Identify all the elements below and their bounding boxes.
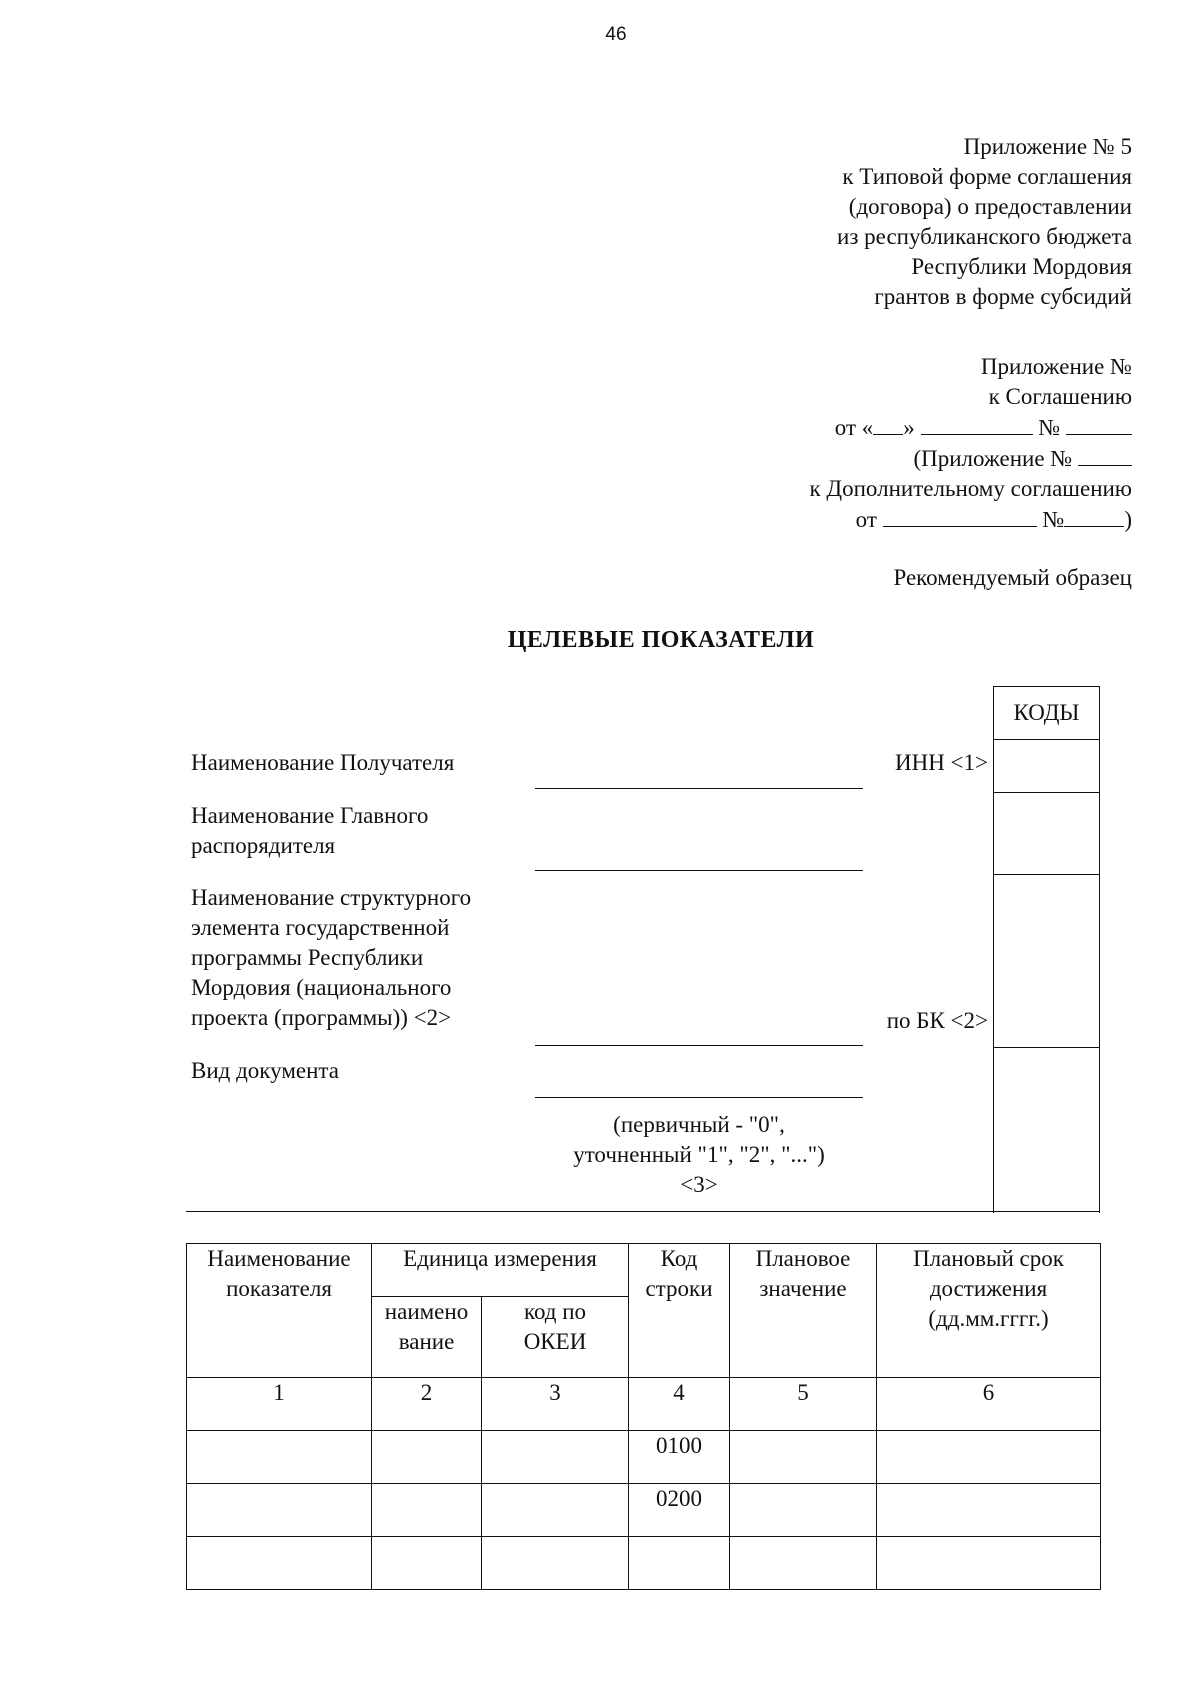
planned-date-cell[interactable] [877, 1431, 1101, 1484]
document-type-label: Вид документа [191, 1058, 339, 1083]
okei-code-cell[interactable] [482, 1431, 629, 1484]
appendix-line: Республики Мордовия [911, 254, 1132, 279]
document-type-field[interactable] [535, 1097, 863, 1098]
agreement-appendix-line: Приложение № [980, 354, 1132, 379]
table-row [187, 1537, 1101, 1590]
chief-manager-code-cell[interactable] [994, 793, 1099, 875]
appendix-header [837, 132, 1132, 312]
recipient-label: Наименование Получателя [191, 750, 455, 775]
supplementary-agreement-line: к Дополнительному соглашению [809, 476, 1132, 501]
indicators-table [186, 1243, 1101, 1590]
structural-element-field[interactable] [535, 1045, 863, 1046]
form-bottom-rule [186, 1211, 1100, 1212]
column-number: 5 [730, 1378, 877, 1431]
header-unit-name: наимено вание [372, 1297, 482, 1378]
inn-code-cell[interactable] [994, 740, 1099, 793]
day-field[interactable] [873, 412, 903, 435]
bk-label: по БК <2> [886, 1008, 988, 1033]
row-code-cell: 0100 [629, 1431, 730, 1484]
inn-label: ИНН <1> [894, 750, 988, 775]
header-row-code: Код строки [629, 1244, 730, 1378]
appendix-line: Приложение № 5 [963, 134, 1132, 159]
codes-column [993, 686, 1100, 1213]
chief-manager-label: Наименование Главного распорядителя [191, 803, 429, 858]
column-numbers-row [187, 1378, 1101, 1431]
column-number: 1 [187, 1378, 372, 1431]
planned-date-cell[interactable] [877, 1537, 1101, 1590]
supplementary-date-line: от № ) [810, 504, 1133, 535]
planned-value-cell[interactable] [730, 1431, 877, 1484]
appendix-line: из республиканского бюджета [837, 224, 1132, 249]
supplementary-date-field[interactable] [883, 504, 1037, 527]
chief-manager-field[interactable] [535, 870, 863, 871]
recipient-field[interactable] [535, 788, 863, 789]
unit-name-cell[interactable] [372, 1431, 482, 1484]
document-type-note: (первичный - "0", уточненный "1", "2", "...") <3> [573, 1112, 825, 1197]
unit-name-cell[interactable] [372, 1537, 482, 1590]
header-okei-code: код по ОКЕИ [482, 1297, 629, 1378]
bk-code-cell[interactable] [994, 875, 1099, 1048]
indicator-name-cell[interactable] [187, 1431, 372, 1484]
column-number: 4 [629, 1378, 730, 1431]
row-code-cell [629, 1537, 730, 1590]
supplementary-appendix-line: (Приложение № [810, 443, 1133, 474]
header-planned-value: Плановое значение [730, 1244, 877, 1378]
recommended-sample: Рекомендуемый образец [893, 565, 1132, 590]
appendix-line: грантов в форме субсидий [874, 284, 1132, 309]
planned-date-cell[interactable] [877, 1484, 1101, 1537]
agreement-date-line: от « » № [810, 412, 1133, 443]
header-unit: Единица измерения [372, 1244, 629, 1297]
date-field[interactable] [921, 412, 1033, 435]
codes-header: КОДЫ [994, 687, 1099, 740]
indicator-name-cell[interactable] [187, 1484, 372, 1537]
table-row [187, 1431, 1101, 1484]
okei-code-cell[interactable] [482, 1484, 629, 1537]
column-number: 2 [372, 1378, 482, 1431]
planned-value-cell[interactable] [730, 1484, 877, 1537]
column-number: 6 [877, 1378, 1101, 1431]
row-code-cell: 0200 [629, 1484, 730, 1537]
agreement-line: к Соглашению [988, 384, 1132, 409]
page-number: 46 [605, 24, 627, 45]
document-type-code-cell[interactable] [994, 1048, 1099, 1212]
table-row [187, 1484, 1101, 1537]
appendix-line: к Типовой форме соглашения [842, 164, 1132, 189]
indicator-name-cell[interactable] [187, 1537, 372, 1590]
column-number: 3 [482, 1378, 629, 1431]
header-planned-date: Плановый срок достижения (дд.мм.гггг.) [877, 1244, 1101, 1378]
structural-element-label: Наименование структурного элемента государственной программы Республики Мордовия (национального проекта (программы)) <2> [191, 885, 472, 1030]
unit-name-cell[interactable] [372, 1484, 482, 1537]
agreement-number-field[interactable] [1066, 412, 1132, 435]
supplementary-number-field[interactable] [1064, 504, 1124, 527]
header-indicator-name: Наименование показателя [187, 1244, 372, 1378]
appendix-line: (договора) о предоставлении [848, 194, 1132, 219]
document-title: ЦЕЛЕВЫЕ ПОКАЗАТЕЛИ [507, 627, 815, 653]
agreement-reference [810, 352, 1133, 535]
planned-value-cell[interactable] [730, 1537, 877, 1590]
supplementary-appendix-number-field[interactable] [1078, 443, 1132, 466]
okei-code-cell[interactable] [482, 1537, 629, 1590]
